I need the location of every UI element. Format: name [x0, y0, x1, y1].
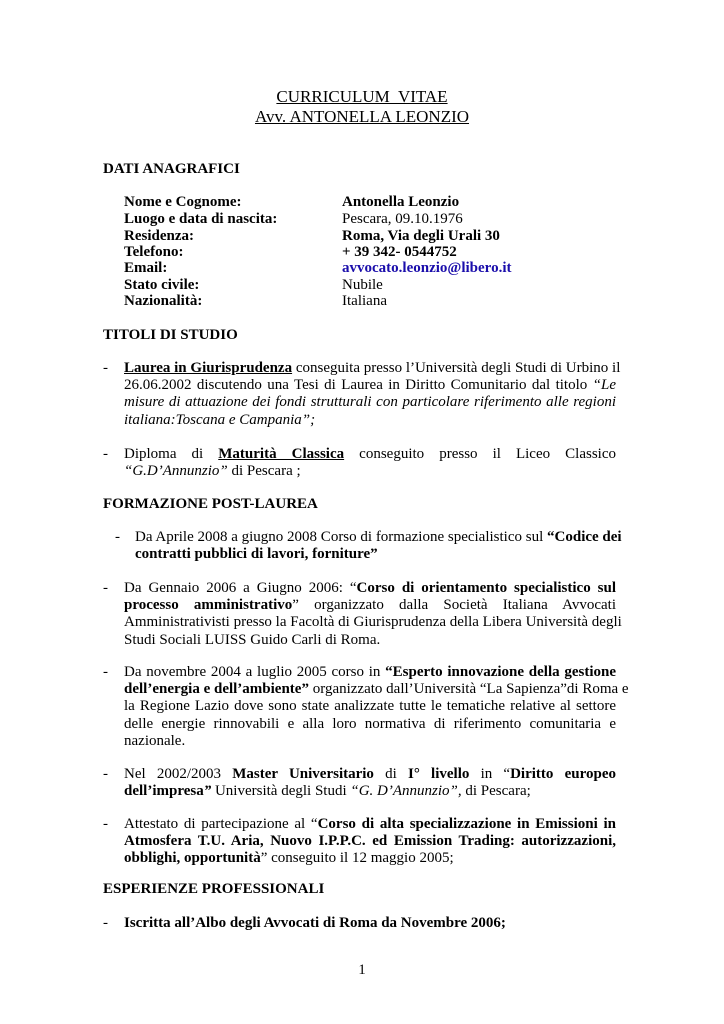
list-item-formazione-4: [124, 766, 616, 800]
info-value: Antonella Leonzio: [342, 194, 460, 210]
list-item-laurea: [124, 360, 621, 429]
thesis-title: italiana:Toscana e Campania”;: [124, 411, 316, 428]
item-text: in “: [469, 766, 511, 782]
info-value: Nubile: [342, 277, 383, 293]
item-text: Attestato di partecipazione al “: [124, 816, 318, 832]
section-heading-dati-anagrafici: DATI ANAGRAFICI: [103, 161, 240, 177]
item-text: ” conseguito il 12 maggio 2005;: [260, 850, 454, 867]
school-name: “G.D’Annunzio”: [124, 463, 228, 480]
course-name: obblighi, opportunità: [124, 850, 261, 867]
list-item-formazione-3: [124, 664, 629, 750]
info-label: Nazionalità:: [124, 293, 203, 309]
bullet-dash: -: [103, 816, 108, 832]
section-heading-esperienze: ESPERIENZE PROFESSIONALI: [103, 881, 325, 897]
list-item-esperienza-1: [124, 915, 616, 932]
course-name: “Codice dei: [547, 529, 622, 545]
bullet-dash: -: [103, 766, 108, 782]
info-row: [124, 260, 624, 277]
bullet-dash: -: [103, 446, 108, 462]
course-name: contratti pubblici di lavori, forniture”: [135, 546, 378, 563]
item-text: 26.06.2002 discutendo una Tesi di Laurea in Diritto Comunitario dal titolo: [124, 377, 593, 394]
course-name: “Esperto innovazione della gestione: [385, 664, 616, 680]
email-link[interactable]: avvocato.leonzio@libero.it: [342, 260, 512, 276]
bullet-dash: -: [103, 664, 108, 680]
item-text: conseguita presso l’Università degli Studi di Urbino il: [292, 360, 621, 376]
item-text: Nel 2002/2003: [124, 766, 233, 782]
list-item-formazione-2: [124, 580, 622, 649]
master-name: Master Universitario: [232, 766, 374, 782]
master-title: Diritto europeo: [510, 766, 616, 782]
course-name: Corso di orientamento specialistico sul: [356, 580, 617, 596]
document-title: CURRICULUM VITAE: [276, 87, 448, 106]
info-label: Nome e Cognome:: [124, 194, 242, 210]
diploma-name: Maturità Classica: [218, 446, 345, 462]
course-name: processo amministrativo: [124, 597, 293, 614]
info-value: Roma, Via degli Urali 30: [342, 228, 500, 244]
list-item-formazione-5: [124, 816, 616, 868]
bullet-dash: -: [103, 580, 108, 596]
item-text: la Regione Lazio dove sono state analizzate tutte le tematiche relative al settore: [124, 698, 616, 715]
section-heading-titoli-di-studio: TITOLI DI STUDIO: [103, 327, 238, 343]
info-row: [124, 211, 624, 228]
list-item-formazione-1: [135, 529, 622, 563]
info-label: Residenza:: [124, 228, 194, 244]
item-text: Università degli Studi: [211, 783, 351, 800]
item-text: di Pescara;: [461, 783, 531, 800]
item-text: Da novembre 2004 a luglio 2005 corso in: [124, 664, 386, 680]
item-text: di Pescara ;: [227, 463, 301, 480]
master-level: I° livello: [408, 766, 470, 782]
info-row: [124, 293, 624, 310]
list-item-diploma: [124, 446, 616, 480]
course-name: dell’energia e dell’ambiente”: [124, 681, 309, 698]
item-text: conseguito presso il Liceo Classico: [344, 446, 616, 462]
page-number: 1: [358, 962, 366, 978]
course-name: Corso di alta specializzazione in Emissioni in: [317, 816, 616, 832]
item-text: Studi Sociali LUISS Guido Carli di Roma.: [124, 631, 381, 648]
info-row: [124, 228, 624, 245]
info-row: [124, 244, 624, 261]
item-text: ” organizzato dalla Società Italiana Avvocati: [292, 597, 616, 614]
info-label: Email:: [124, 260, 168, 276]
bullet-dash: -: [115, 529, 120, 545]
item-text: Da Aprile 2008 a giugno 2008 Corso di formazione specialistico sul: [135, 529, 548, 545]
item-text: Da Gennaio 2006 a Giugno 2006: “: [124, 580, 357, 596]
info-label: Stato civile:: [124, 277, 200, 293]
info-value: Italiana: [342, 293, 387, 309]
item-text: Diploma di: [124, 446, 219, 462]
item-text: nazionale.: [124, 732, 186, 749]
bullet-dash: -: [103, 360, 108, 376]
degree-name: Laurea in Giurisprudenza: [124, 360, 293, 376]
experience-text: Iscritta all’Albo degli Avvocati di Roma da Novembre 2006;: [124, 915, 506, 931]
info-row: [124, 277, 624, 294]
master-title: dell’impresa: [124, 783, 204, 800]
bullet-dash: -: [103, 915, 108, 931]
info-value: + 39 342- 0544752: [342, 244, 457, 260]
item-text: di: [373, 766, 408, 782]
course-name: Atmosfera T.U. Aria, Nuovo I.P.P.C. ed Emission Trading: autorizzazioni,: [124, 833, 616, 850]
thesis-title: misure di attuazione dei fondi strutturali con particolare riferimento alle regioni: [124, 394, 616, 411]
info-value: Pescara, 09.10.1976: [342, 211, 463, 227]
university-name: “G. D’Annunzio”,: [350, 783, 462, 800]
info-row: [124, 194, 624, 211]
item-text: organizzato dall’Università “La Sapienza”di Roma e: [308, 681, 629, 698]
section-heading-formazione: FORMAZIONE POST-LAUREA: [103, 496, 318, 512]
document-subtitle-name: Avv. ANTONELLA LEONZIO: [254, 107, 470, 126]
info-label: Telefono:: [124, 244, 184, 260]
item-text: delle energie rinnovabili e alla loro normativa di riferimento comunitaria e: [124, 715, 616, 732]
quote-mark: ”: [203, 783, 212, 800]
item-text: Amministrativisti presso la Facoltà di Giurisprudenza della Libera Università degli: [124, 614, 622, 631]
info-label: Luogo e data di nascita:: [124, 211, 278, 227]
thesis-title: “Le: [592, 377, 616, 394]
